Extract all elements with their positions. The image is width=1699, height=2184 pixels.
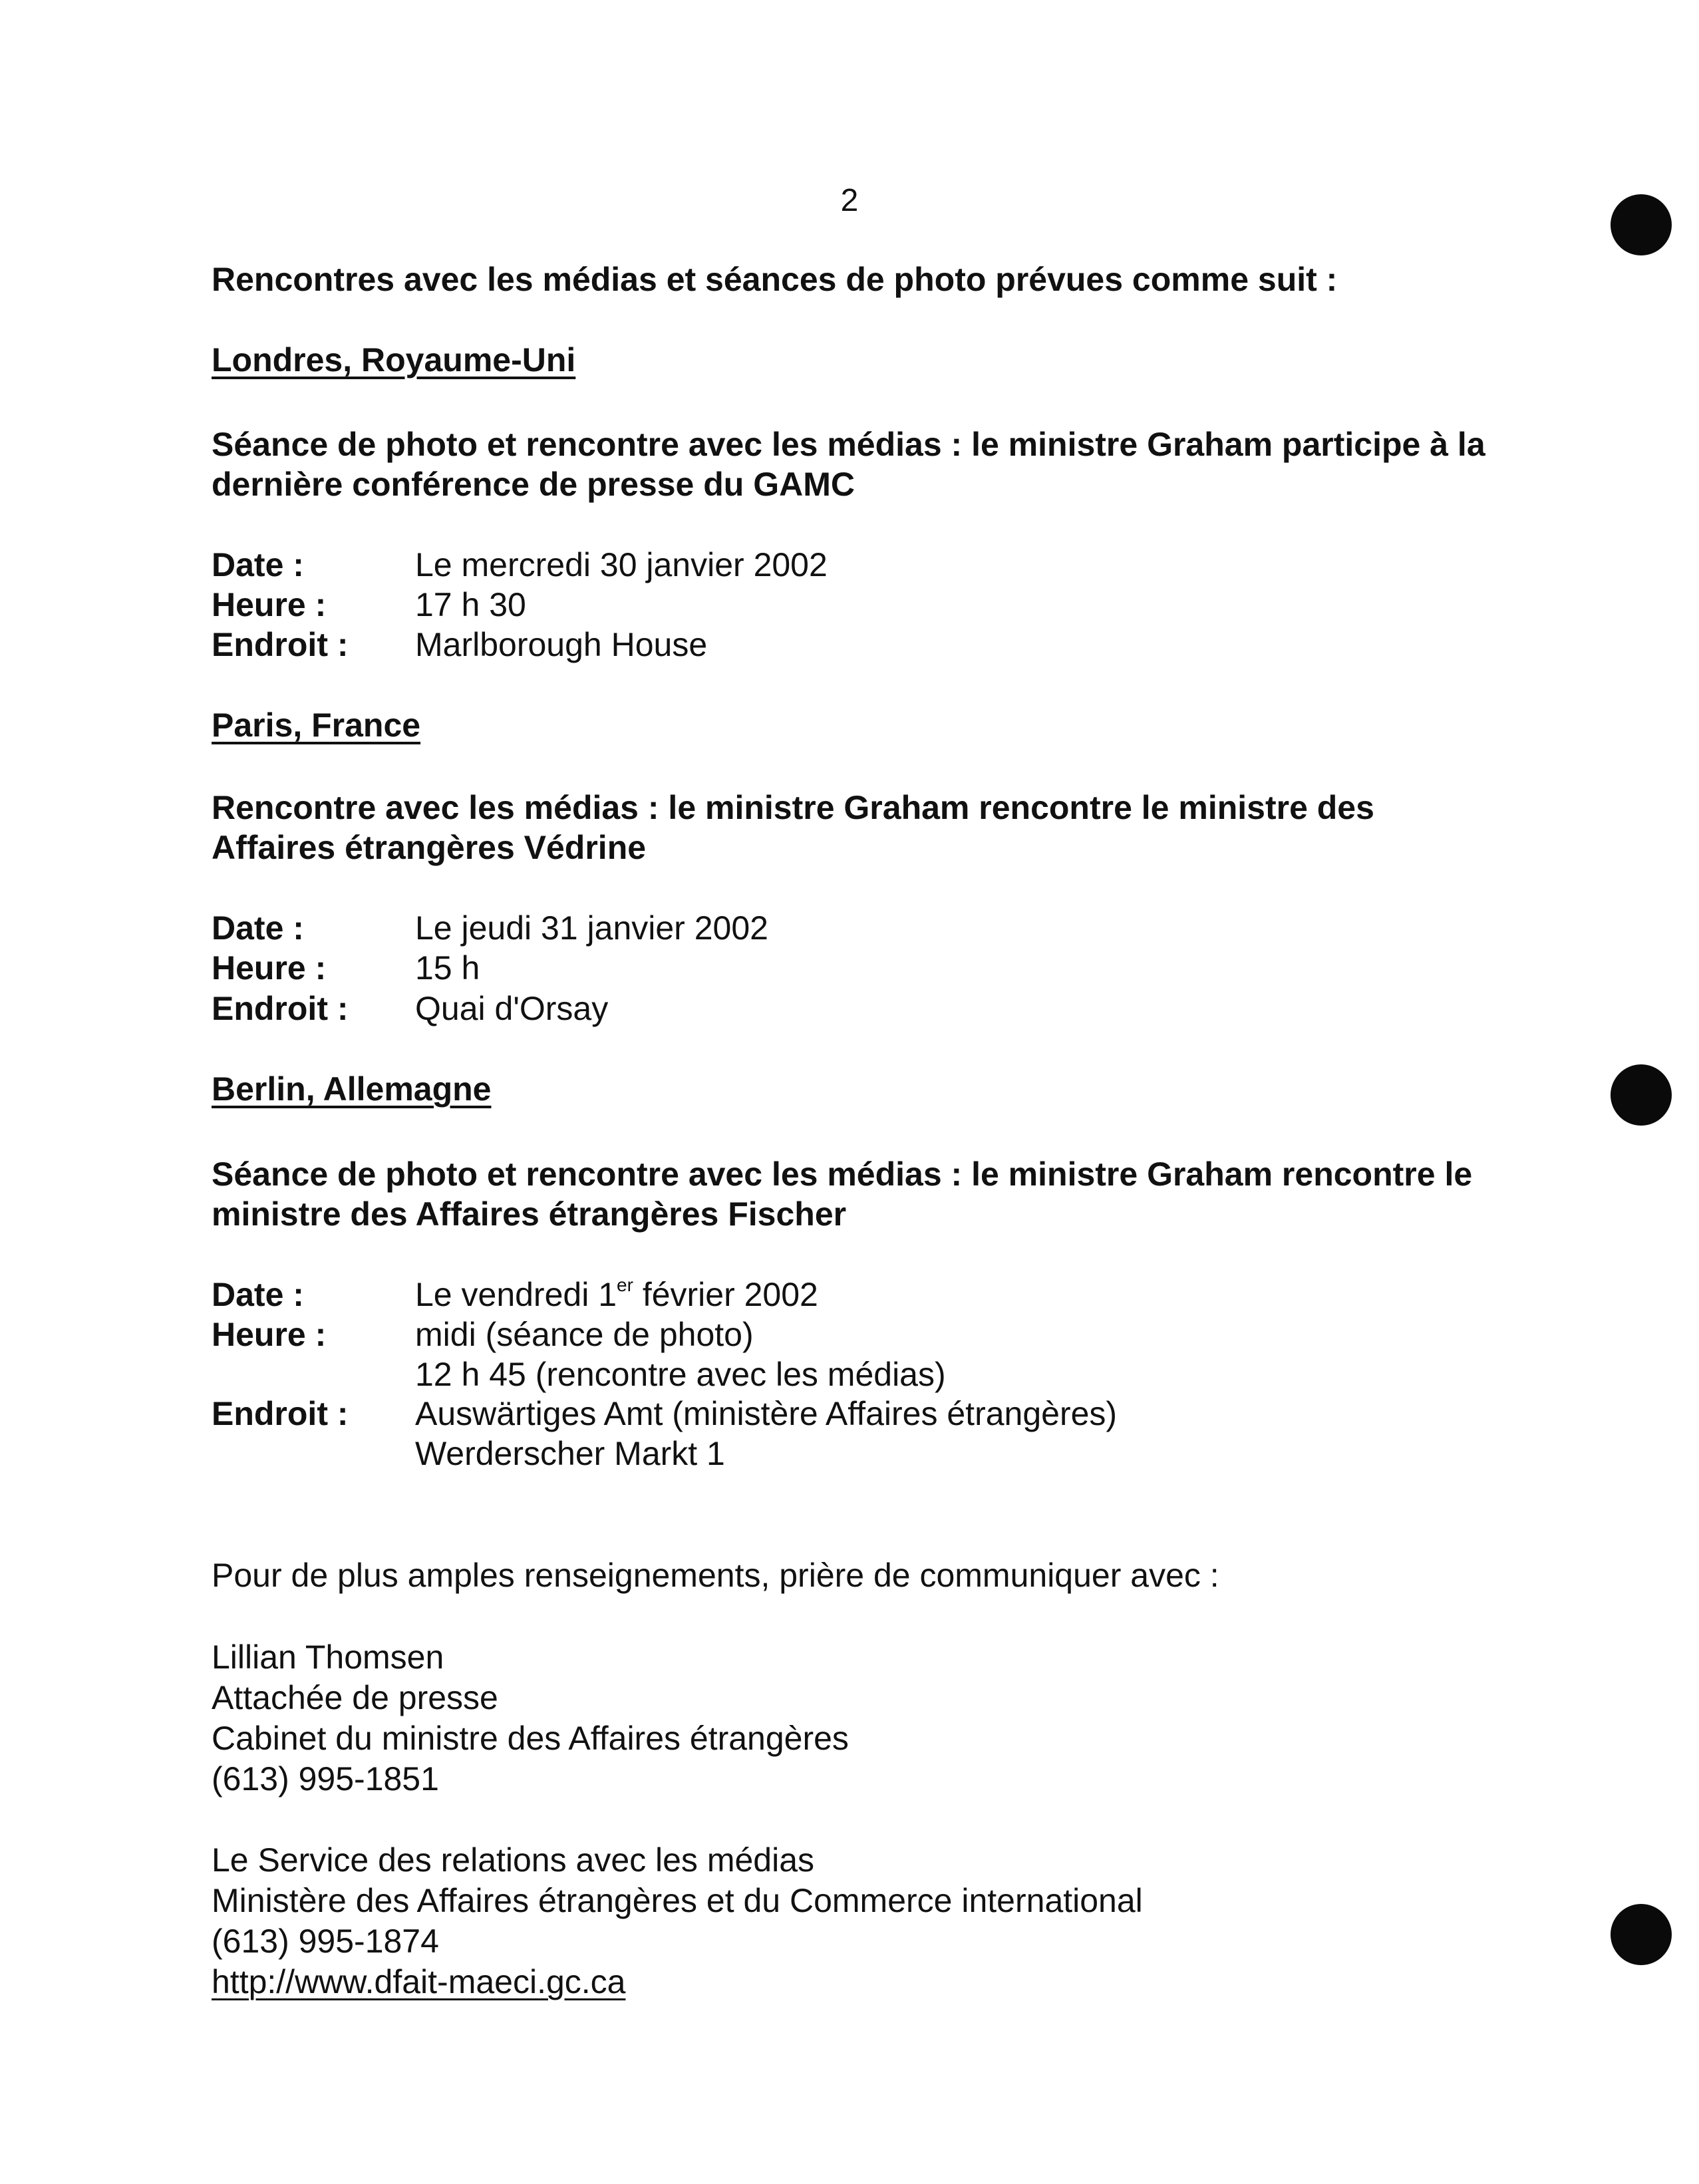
city-heading-berlin: Berlin, Allemagne bbox=[212, 1070, 492, 1108]
contact2-ministry: Ministère des Affaires étrangères et du Commerce international bbox=[212, 1882, 1143, 1919]
contact1-phone: (613) 995-1851 bbox=[212, 1760, 439, 1797]
place-value: Marlborough House bbox=[415, 626, 708, 663]
place-value-2: Werderscher Markt 1 bbox=[415, 1435, 725, 1472]
place-label: Endroit : bbox=[212, 1395, 349, 1432]
event-title-berlin-line2: ministre des Affaires étrangères Fischer bbox=[212, 1195, 847, 1233]
event-title-paris-line2: Affaires étrangères Védrine bbox=[212, 829, 647, 866]
document-heading: Rencontres avec les médias et séances de photo prévues comme suit : bbox=[212, 261, 1338, 298]
event-title-london-line1: Séance de photo et rencontre avec les médias : le ministre Graham participe à la bbox=[212, 426, 1485, 463]
contact2-service: Le Service des relations avec les médias bbox=[212, 1841, 815, 1879]
date-label: Date : bbox=[212, 546, 304, 583]
contact1-name: Lillian Thomsen bbox=[212, 1638, 444, 1676]
punch-hole-top bbox=[1611, 194, 1672, 255]
date-label: Date : bbox=[212, 909, 304, 947]
city-heading-london: Londres, Royaume-Uni bbox=[212, 341, 576, 379]
place-label: Endroit : bbox=[212, 990, 349, 1027]
time-label: Heure : bbox=[212, 949, 327, 987]
date-label: Date : bbox=[212, 1276, 304, 1313]
contact2-url-line bbox=[212, 1961, 625, 2002]
contact2-phone: (613) 995-1874 bbox=[212, 1923, 439, 1960]
date-value: Le jeudi 31 janvier 2002 bbox=[415, 909, 768, 947]
time-value: 15 h bbox=[415, 949, 480, 987]
contact1-title: Attachée de presse bbox=[212, 1679, 498, 1716]
time-label: Heure : bbox=[212, 1316, 327, 1353]
event-title-paris-line1: Rencontre avec les médias : le ministre Graham rencontre le ministre des bbox=[212, 789, 1374, 826]
ordinal-superscript: er bbox=[617, 1275, 633, 1295]
date-value: Le vendredi 1er février 2002 bbox=[415, 1275, 818, 1313]
time-value: 17 h 30 bbox=[415, 586, 526, 623]
time-label: Heure : bbox=[212, 586, 327, 623]
place-label: Endroit : bbox=[212, 626, 349, 663]
punch-hole-bottom bbox=[1611, 1904, 1672, 1965]
punch-hole-middle bbox=[1611, 1064, 1672, 1126]
contact-intro: Pour de plus amples renseignements, prière de communiquer avec : bbox=[212, 1557, 1219, 1594]
date-value: Le mercredi 30 janvier 2002 bbox=[415, 546, 828, 583]
page-number: 2 bbox=[840, 183, 859, 218]
place-value: Quai d'Orsay bbox=[415, 990, 609, 1027]
time-value: midi (séance de photo) bbox=[415, 1316, 754, 1353]
place-value: Auswärtiges Amt (ministère Affaires étrangères) bbox=[415, 1395, 1118, 1432]
city-heading-paris: Paris, France bbox=[212, 706, 421, 744]
event-title-london-line2: dernière conférence de presse du GAMC bbox=[212, 466, 855, 503]
contact1-office: Cabinet du ministre des Affaires étrangères bbox=[212, 1720, 849, 1757]
website-link[interactable]: http://www.dfait-maeci.gc.ca bbox=[212, 1963, 626, 2000]
event-title-berlin-line1: Séance de photo et rencontre avec les médias : le ministre Graham rencontre le bbox=[212, 1156, 1473, 1193]
time-value-2: 12 h 45 (rencontre avec les médias) bbox=[415, 1356, 946, 1393]
